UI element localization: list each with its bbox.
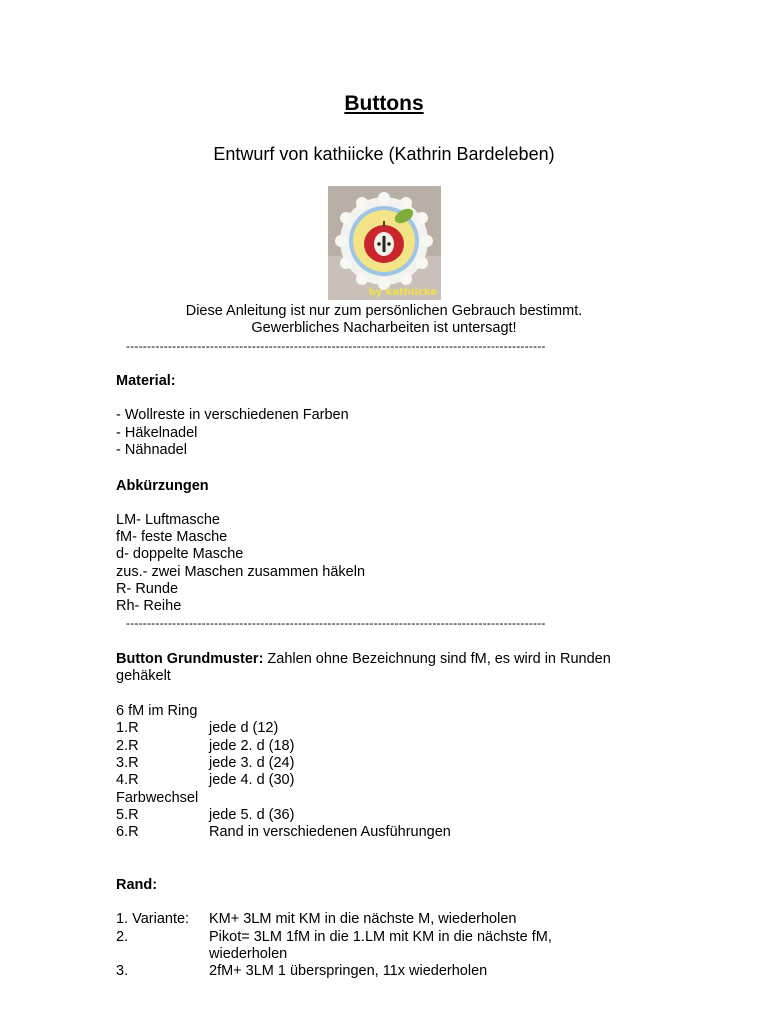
row-label: 2.R xyxy=(116,738,139,754)
abbreviation-item: zus.- zwei Maschen zusammen häkeln xyxy=(116,564,366,580)
grundmuster-text: Zahlen ohne Bezeichnung sind fM, es wird in Runden xyxy=(263,651,611,667)
rand-text: Pikot= 3LM 1fM in die 1.LM mit KM in die nächste fM, xyxy=(209,929,552,945)
divider-middle: ---------------------------------------------------------------------------------------------------- xyxy=(126,616,546,630)
abbreviation-item: d- doppelte Masche xyxy=(116,546,244,562)
row-label: 1.R xyxy=(116,720,139,736)
rand-label: 3. xyxy=(116,963,129,979)
row-text: jede d (12) xyxy=(209,720,279,736)
abbreviation-item: fM- feste Masche xyxy=(116,529,228,545)
row-text: jede 4. d (30) xyxy=(209,772,295,788)
grundmuster-heading: Button Grundmuster: xyxy=(116,651,264,667)
row-label: 6.R xyxy=(116,824,139,840)
material-item: - Wollreste in verschiedenen Farben xyxy=(116,407,349,423)
crocheted-apple-button-photo-icon xyxy=(328,186,441,300)
rand-label: 2. xyxy=(116,929,129,945)
row-text: jede 5. d (36) xyxy=(209,807,295,823)
rand-label: 1. Variante: xyxy=(116,911,190,927)
divider-top: ---------------------------------------------------------------------------------------------------- xyxy=(126,339,546,353)
abbreviation-item: LM- Luftmasche xyxy=(116,512,220,528)
grundmuster-start: 6 fM im Ring xyxy=(116,703,198,719)
photo-caption: by kathiicke xyxy=(368,287,437,298)
notice-line-2: Gewerbliches Nacharbeiten ist untersagt! xyxy=(251,320,517,336)
rand-heading: Rand: xyxy=(116,877,158,893)
rand-text: 2fM+ 3LM 1 überspringen, 11x wiederholen xyxy=(209,963,488,979)
material-heading: Material: xyxy=(116,373,176,389)
button-photo xyxy=(328,186,441,300)
grundmuster-text-cont: gehäkelt xyxy=(116,668,171,684)
page-subtitle: Entwurf von kathiicke (Kathrin Bardeleben) xyxy=(213,144,555,164)
notice-line-1: Diese Anleitung ist nur zum persönlichen Gebrauch bestimmt. xyxy=(185,303,583,319)
row-label: 4.R xyxy=(116,772,139,788)
row-label: 3.R xyxy=(116,755,139,771)
row-label: Farbwechsel xyxy=(116,790,199,806)
material-item: - Häkelnadel xyxy=(116,425,198,441)
row-text: jede 3. d (24) xyxy=(209,755,295,771)
row-text: jede 2. d (18) xyxy=(209,738,295,754)
row-label: 5.R xyxy=(116,807,139,823)
row-text: Rand in verschiedenen Ausführungen xyxy=(209,824,451,840)
abbreviation-item: R- Runde xyxy=(116,581,179,597)
page-title: Buttons xyxy=(344,92,424,115)
abbreviations-heading: Abkürzungen xyxy=(116,478,209,494)
rand-text: wiederholen xyxy=(209,946,288,962)
material-item: - Nähnadel xyxy=(116,442,187,458)
abbreviation-item: Rh- Reihe xyxy=(116,598,182,614)
usage-notice xyxy=(0,303,768,337)
grundmuster-intro xyxy=(116,651,611,668)
rand-text: KM+ 3LM mit KM in die nächste M, wiederholen xyxy=(209,911,517,927)
